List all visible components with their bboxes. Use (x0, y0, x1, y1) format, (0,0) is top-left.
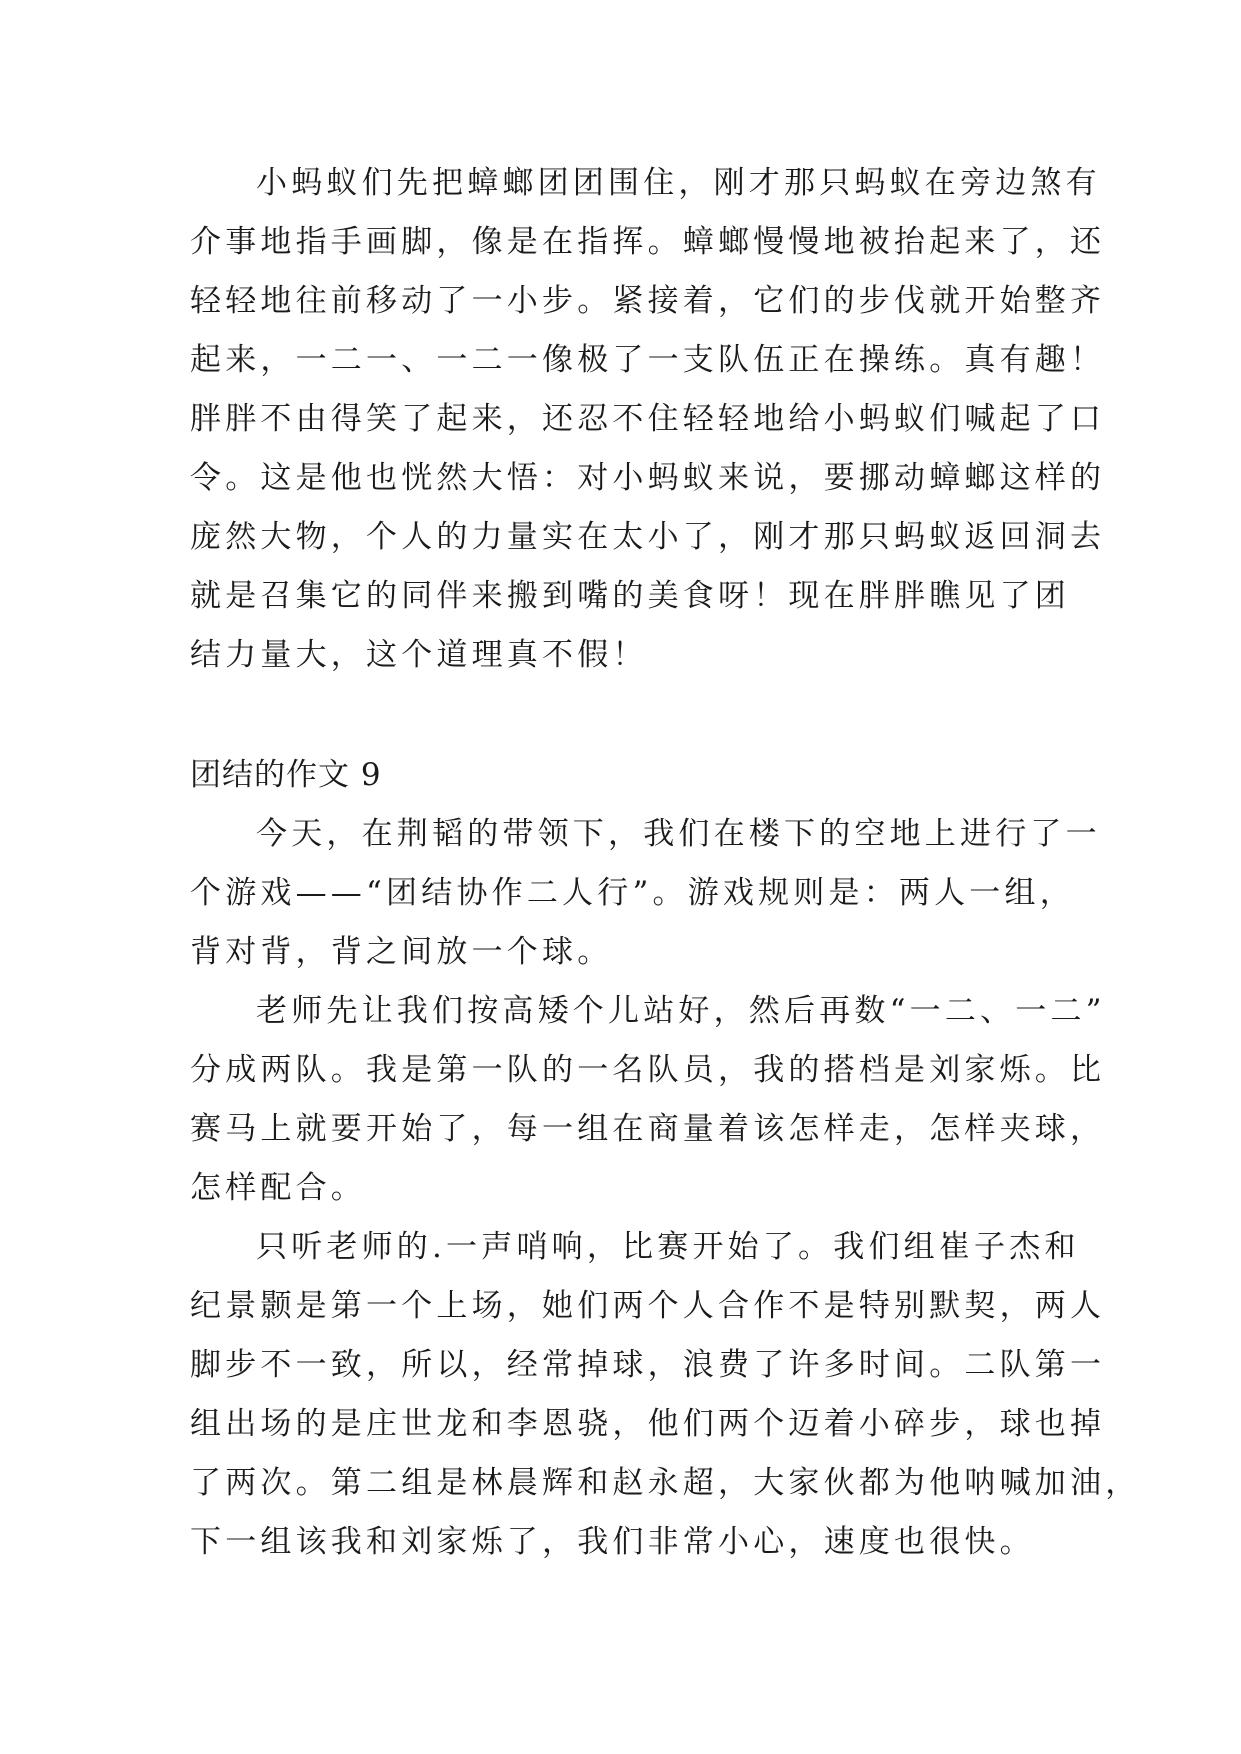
text-line: 胖胖不由得笑了起来，还忍不住轻轻地给小蚂蚁们喊起了口 (190, 401, 1106, 437)
text-line: 个游戏——“团结协作二人行”。游戏规则是：两人一组， (190, 875, 1075, 911)
text-line: 小蚂蚁们先把蟑螂团团围住，刚才那只蚂蚁在旁边煞有 (256, 165, 1101, 201)
text-line: 赛马上就要开始了，每一组在商量着该怎样走，怎样夹球， (190, 1111, 1106, 1147)
text-line: 庞然大物，个人的力量实在太小了，刚才那只蚂蚁返回洞去 (190, 519, 1106, 555)
text-line: 下一组该我和刘家烁了，我们非常小心，速度也很快。 (190, 1524, 1035, 1560)
essay-title: 团结的作文 9 (190, 757, 382, 793)
text-line: 令。这是他也恍然大悟：对小蚂蚁来说，要挪动蟑螂这样的 (190, 460, 1106, 496)
text-line: 介事地指手画脚，像是在指挥。蟑螂慢慢地被抬起来了，还 (190, 224, 1106, 260)
text-line: 就是召集它的同伴来搬到嘴的美食呀！现在胖胖瞧见了团 (190, 578, 1070, 614)
text-line: 背对背，背之间放一个球。 (190, 934, 613, 970)
text-line: 老师先让我们按高矮个儿站好，然后再数“一二、一二” (256, 993, 1106, 1029)
text-line: 只听老师的.一声哨响，比赛开始了。我们组崔子杰和 (256, 1229, 1080, 1265)
text-line: 分成两队。我是第一队的一名队员，我的搭档是刘家烁。比 (190, 1052, 1106, 1088)
text-line: 结力量大，这个道理真不假！ (190, 637, 648, 673)
text-line: 起来，一二一、一二一像极了一支队伍正在操练。真有趣！ (190, 342, 1106, 378)
text-line: 今天，在荆韬的带领下，我们在楼下的空地上进行了一 (256, 816, 1101, 852)
text-line: 了两次。第二组是林晨辉和赵永超，大家伙都为他呐喊加油， (190, 1465, 1141, 1501)
text-line: 怎样配合。 (190, 1170, 366, 1206)
text-line: 纪景颢是第一个上场，她们两个人合作不是特别默契，两人 (190, 1288, 1106, 1324)
text-line: 轻轻地往前移动了一小步。紧接着，它们的步伐就开始整齐 (190, 283, 1106, 319)
text-line: 组出场的是庄世龙和李恩骁，他们两个迈着小碎步，球也掉 (190, 1406, 1106, 1442)
text-line: 脚步不一致，所以，经常掉球，浪费了许多时间。二队第一 (190, 1347, 1106, 1383)
